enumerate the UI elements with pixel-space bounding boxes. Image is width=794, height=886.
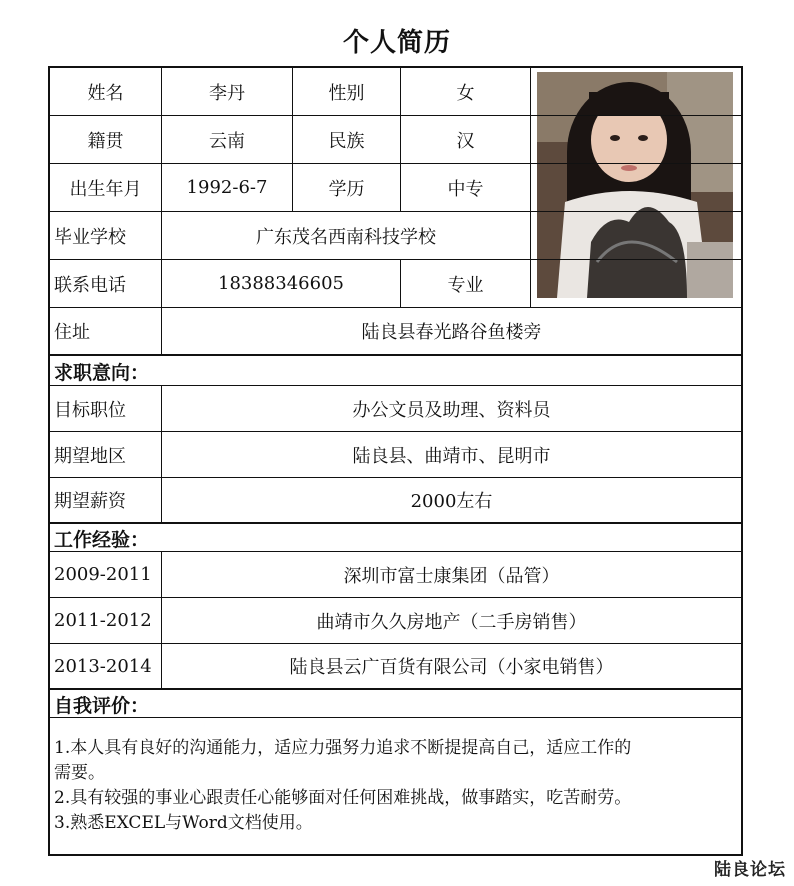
row-phone [50, 260, 741, 308]
name-value: 李丹 [162, 68, 293, 115]
origin-value: 云南 [162, 116, 293, 163]
work-period: 2011-2012 [50, 598, 162, 643]
work-heading: 工作经验： [50, 526, 741, 552]
major-label: 专业 [401, 260, 531, 307]
self-eval-line: 2.具有较强的事业心跟责任心能够面对任何困难挑战，做事踏实，吃苦耐劳。 [54, 788, 632, 808]
address-label: 住址 [50, 308, 162, 354]
school-value: 广东茂名西南科技学校 [162, 212, 531, 259]
work-desc: 陆良县云广百货有限公司（小家电销售） [289, 657, 614, 678]
work-row [50, 552, 741, 598]
self-eval-line: 需要。 [54, 763, 105, 783]
row-address [50, 308, 741, 356]
row-name [50, 68, 741, 116]
resume-table [48, 66, 743, 856]
address-value: 陆良县春光路谷鱼楼旁 [361, 322, 542, 343]
row-origin [50, 116, 741, 164]
work-row [50, 644, 741, 690]
work-desc: 曲靖市久久房地产（二手房销售） [316, 611, 587, 633]
watermark-text: 陆良论坛 [714, 860, 786, 880]
birth-label: 出生年月 [50, 164, 162, 211]
job-intent-heading: 求职意向： [50, 358, 741, 386]
intent-value: 陆良县、曲靖市、昆明市 [352, 445, 551, 467]
intent-label: 目标职位 [50, 386, 162, 431]
birth-value: 1992-6-7 [162, 164, 293, 211]
education-label: 学历 [293, 164, 401, 211]
self-eval-heading: 自我评价： [50, 692, 741, 718]
phone-label: 联系电话 [50, 260, 162, 307]
origin-label: 籍贯 [50, 116, 162, 163]
intent-label: 期望地区 [50, 432, 162, 477]
school-label: 毕业学校 [50, 212, 162, 259]
work-period: 2009-2011 [50, 552, 162, 597]
intent-row [50, 386, 741, 432]
resume-title: 个人简历 [342, 28, 451, 58]
education-value: 中专 [401, 164, 531, 211]
work-period: 2013-2014 [50, 644, 162, 688]
phone-value: 18388346605 [162, 260, 401, 307]
row-school [50, 212, 741, 260]
work-desc: 深圳市富士康集团（品管） [343, 565, 560, 587]
intent-row [50, 432, 741, 478]
name-label: 姓名 [50, 68, 162, 115]
ethnicity-value: 汉 [401, 116, 531, 163]
intent-value: 办公文员及助理、资料员 [352, 399, 551, 421]
intent-value: 2000左右 [410, 491, 493, 512]
self-eval-body [54, 736, 738, 836]
work-row [50, 598, 741, 644]
self-eval-line: 3.熟悉EXCEL与Word文档使用。 [54, 813, 313, 833]
gender-label: 性别 [293, 68, 401, 115]
row-birth [50, 164, 741, 212]
gender-value: 女 [401, 68, 531, 115]
self-eval-line: 1.本人具有良好的沟通能力，适应力强努力追求不断提提高自己，适应工作的 [54, 738, 632, 758]
intent-label: 期望薪资 [50, 478, 162, 522]
ethnicity-label: 民族 [293, 116, 401, 163]
intent-row [50, 478, 741, 524]
major-value [531, 260, 741, 307]
